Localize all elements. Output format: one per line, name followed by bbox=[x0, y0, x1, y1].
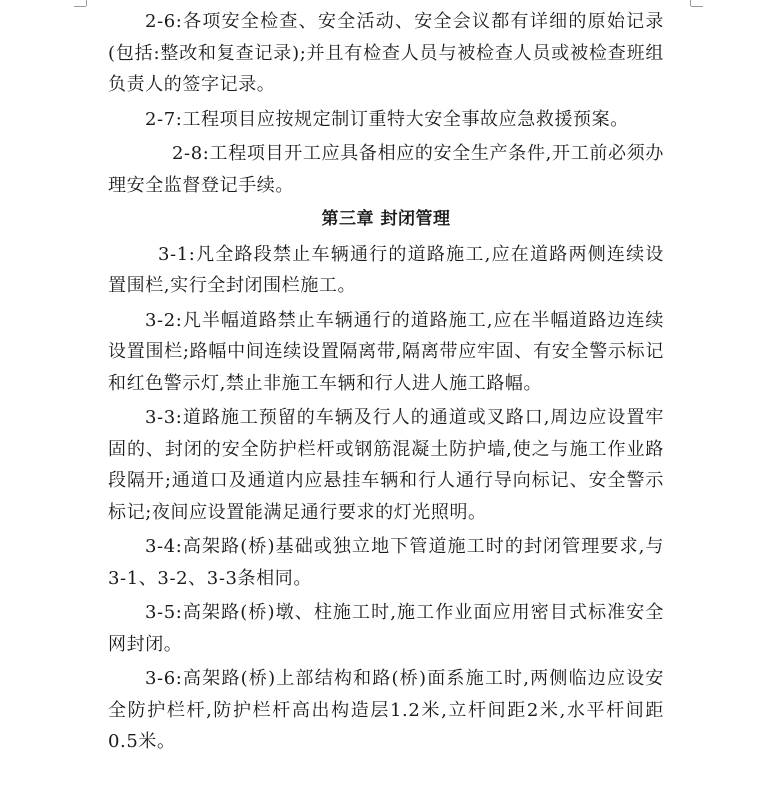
left-margin-corner-mark bbox=[86, 0, 87, 6]
paragraph-2-8: 2-8:工程项目开工应具备相应的安全生产条件,开工前必须办理安全监督登记手续。 bbox=[108, 143, 664, 196]
paragraph-2-6: 2-6:各项安全检查、安全活动、安全会议都有详细的原始记录(包括:整改和复查记录);并且有检查人员与被检查人员或被检查班组负责人的签字记录。 bbox=[108, 11, 664, 95]
paragraph-3-5: 3-5:高架路(桥)墩、柱施工时,施工作业面应用密目式标准安全网封闭。 bbox=[108, 602, 664, 655]
paragraph-3-2: 3-2:凡半幅道路禁止车辆通行的道路施工,应在半幅道路边连续设置围栏;路幅中间连续设置隔离带,隔离带应牢固、有安全警示标记和红色警示灯,禁止非施工车辆和行人进人施工路幅。 bbox=[108, 309, 664, 394]
paragraph-3-3: 3-3:道路施工预留的车辆及行人的通道或叉路口,周边应设置牢固的、封闭的安全防护栏杆或钢筋混凝土防护墙,使之与施工作业路段隔开;通道口及通道内应悬挂车辆和行人通行导向标记、安全警示标记;夜间应设置能满足通行要求的灯光照明。 bbox=[108, 407, 664, 523]
paragraph-2-7: 2-7:工程项目应按规定制订重特大安全事故应急救援预案。 bbox=[145, 108, 629, 130]
chapter-heading: 第三章 封闭管理 bbox=[321, 209, 451, 229]
paragraph-3-4: 3-4:高架路(桥)基础或独立地下管道施工时的封闭管理要求,与3-1、3-2、3-3条相同。 bbox=[108, 536, 664, 589]
paragraph-3-6: 3-6:高架路(桥)上部结构和路(桥)面系施工时,两侧临边应设安全防护栏杆,防护栏杆高出构造层1.2米,立杆间距2米,水平杆间距0.5米。 bbox=[108, 668, 664, 752]
paragraph-3-1: 3-1:凡全路段禁止车辆通行的道路施工,应在道路两侧连续设置围栏,实行全封闭围栏施工。 bbox=[108, 243, 664, 296]
document-body[interactable] bbox=[108, 6, 664, 761]
right-margin-corner-mark bbox=[690, 0, 691, 6]
